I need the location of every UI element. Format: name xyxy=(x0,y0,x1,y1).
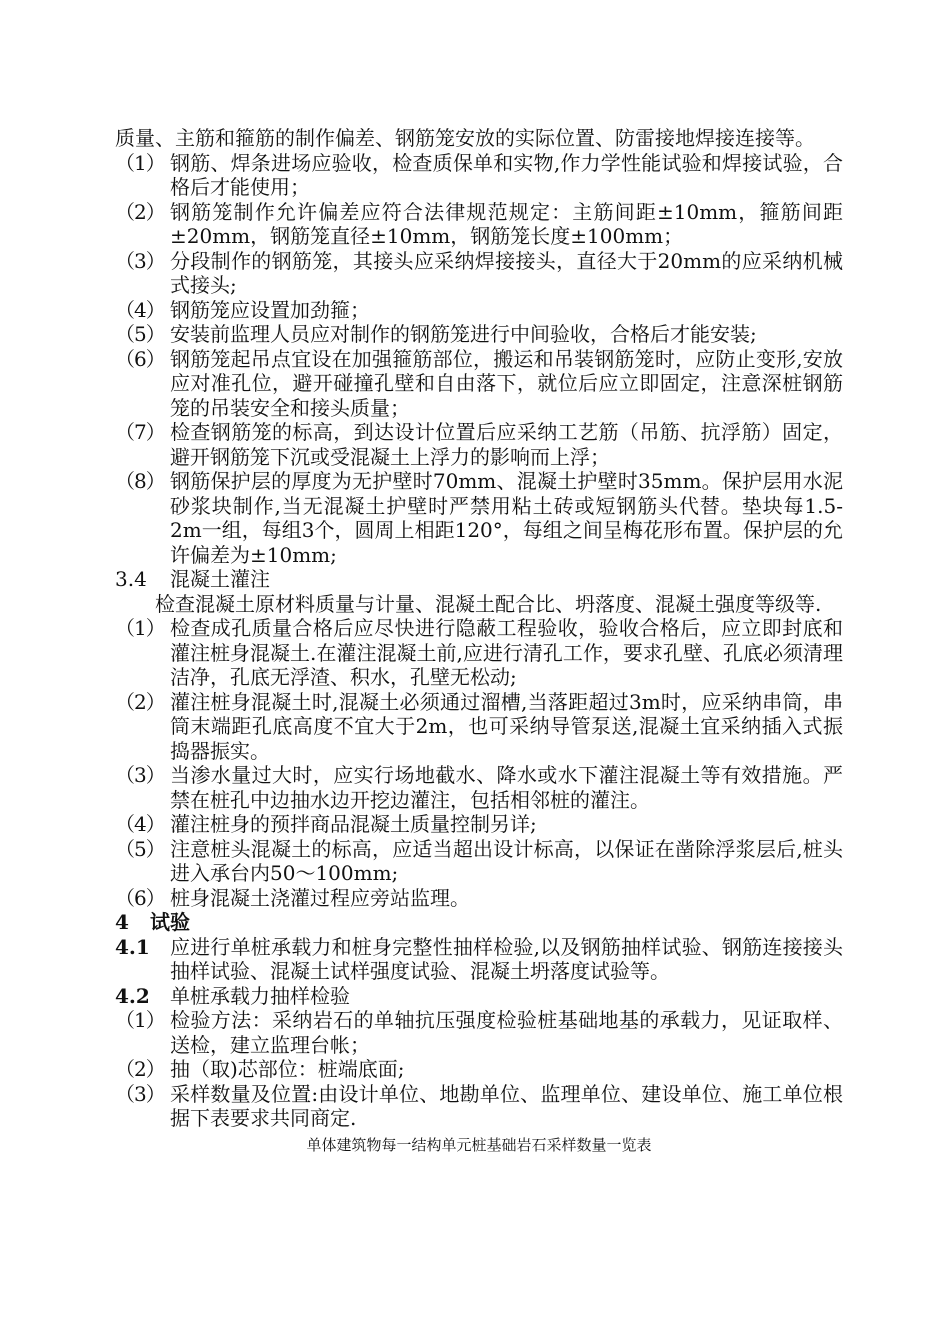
table-caption: 单体建筑物每一结构单元桩基础岩石采样数量一览表 xyxy=(306,1135,652,1154)
item-text: 钢筋笼起吊点宜设在加强箍筋部位，搬运和吊装钢筋笼时，应防止变形,安放应对准孔位，避开碰撞孔壁和自由落下，就位后应立即固定，注意深桩钢筋笼的吊装安全和接头质量； xyxy=(170,346,843,420)
list-item xyxy=(115,763,843,812)
item-number: （6） xyxy=(115,885,165,910)
section-heading-4-2 xyxy=(115,984,843,1009)
item-text: 抽（取)芯部位：桩端底面; xyxy=(170,1057,405,1081)
section-text: 应进行单桩承载力和桩身完整性抽样检验,以及钢筋抽样试验、钢筋连接接头抽样试验、混凝土试样强度试验、混凝土坍落度试验等。 xyxy=(170,934,843,983)
list-item xyxy=(115,469,843,567)
list-item xyxy=(115,886,843,911)
list-item xyxy=(115,690,843,764)
intro-paragraph: 质量、主筋和箍筋的制作偏差、钢筋笼安放的实际位置、防雷接地焊接连接等。 xyxy=(115,126,815,150)
item-text: 钢筋笼应设置加劲箍； xyxy=(170,297,370,322)
item-text: 灌注桩身的预拌商品混凝土质量控制另详; xyxy=(170,812,537,836)
item-number: （2） xyxy=(115,199,165,224)
rebar-list xyxy=(115,151,843,568)
item-text: 采样数量及位置:由设计单位、地勘单位、监理单位、建设单位、施工单位根据下表要求共同商定. xyxy=(170,1081,843,1130)
list-item xyxy=(115,837,843,886)
item-text: 灌注桩身混凝土时,混凝土必须通过溜槽,当落距超过3m时，应采纳串筒，串筒末端距孔底高度不宜大于2m，也可采纳导管泵送,混凝土宜采纳插入式振捣器振实。 xyxy=(170,689,843,763)
item-number: （5） xyxy=(115,836,165,861)
list-item xyxy=(115,347,843,421)
list-item xyxy=(115,298,843,323)
item-number: （1） xyxy=(115,1008,165,1032)
list-item xyxy=(115,420,843,469)
item-number: （1） xyxy=(115,150,165,175)
item-number: （8） xyxy=(115,469,165,493)
item-text: 分段制作的钢筋笼，其接头应采纳焊接接头，直径大于20mm的应采纳机械式接头; xyxy=(170,248,843,297)
item-text: 安装前监理人员应对制作的钢筋笼进行中间验收，合格后才能安装; xyxy=(170,322,757,346)
section-title: 试验 xyxy=(150,910,190,934)
list-item xyxy=(115,812,843,837)
item-text: 钢筋、焊条进场应验收，检查质保单和实物,作力学性能试验和焊接试验，合格后才能使用； xyxy=(170,150,843,199)
section-number: 4 xyxy=(115,910,129,934)
item-number: （6） xyxy=(115,346,165,371)
item-number: （2） xyxy=(115,689,165,714)
concrete-list xyxy=(115,616,843,910)
section-number: 4.2 xyxy=(115,983,150,1008)
document-page xyxy=(115,126,843,1155)
item-text: 桩身混凝土浇灌过程应旁站监理。 xyxy=(170,885,470,910)
section-4-1 xyxy=(115,935,843,984)
item-number: （3） xyxy=(115,248,165,273)
item-text: 当渗水量过大时，应实行场地截水、降水或水下灌注混凝土等有效措施。严禁在桩孔中边抽水边开挖边灌注，包括相邻桩的灌注。 xyxy=(170,763,843,812)
item-number: （3） xyxy=(115,763,165,787)
list-item xyxy=(115,1057,843,1082)
list-item xyxy=(115,1082,843,1131)
list-item xyxy=(115,1008,843,1057)
item-number: （3） xyxy=(115,1081,165,1106)
item-text: 检查成孔质量合格后应尽快进行隐蔽工程验收，验收合格后，应立即封底和灌注桩身混凝土.在灌注混凝土前,应进行清孔工作，要求孔壁、孔底必须清理洁净，孔底无浮渣、积水，孔壁无松动; xyxy=(170,616,843,689)
section-intro: 检查混凝土原材料质量与计量、混凝土配合比、坍落度、混凝土强度等级等. xyxy=(155,591,822,616)
section-number: 3.4 xyxy=(115,567,147,591)
item-text: 检验方法：采纳岩石的单轴抗压强度检验桩基础地基的承载力，见证取样、送检，建立监理台帐； xyxy=(170,1008,843,1057)
list-item xyxy=(115,322,843,347)
section-title: 混凝土灌注 xyxy=(170,567,270,591)
item-text: 检查钢筋笼的标高，到达设计位置后应采纳工艺筋（吊筋、抗浮筋）固定，避开钢筋笼下沉或受混凝土上浮力的影响而上浮； xyxy=(170,420,843,469)
test-list xyxy=(115,1008,843,1131)
section-number: 4.1 xyxy=(115,934,150,959)
item-number: （7） xyxy=(115,420,165,444)
item-text: 钢筋保护层的厚度为无护壁时70mm、混凝土护壁时35mm。保护层用水泥砂浆块制作,当无混凝土护壁时严禁用粘土砖或短钢筋头代替。垫块每1.5-2m一组，每组3个，圆周上相距120°，每组之间呈梅花形布置。保护层的允许偏差为±10mm; xyxy=(170,469,843,567)
list-item xyxy=(115,151,843,200)
list-item xyxy=(115,249,843,298)
item-number: （4） xyxy=(115,297,165,322)
item-text: 钢筋笼制作允许偏差应符合法律规范规定：主筋间距±10mm，箍筋间距±20mm，钢筋笼直径±10mm，钢筋笼长度±100mm； xyxy=(170,199,843,248)
list-item xyxy=(115,200,843,249)
item-number: （2） xyxy=(115,1057,165,1081)
section-title: 单桩承载力抽样检验 xyxy=(170,983,350,1008)
item-number: （1） xyxy=(115,616,165,640)
item-number: （4） xyxy=(115,812,165,836)
section-heading-3-4 xyxy=(115,567,843,592)
section-heading-4 xyxy=(115,910,843,935)
list-item xyxy=(115,616,843,690)
item-text: 注意桩头混凝土的标高，应适当超出设计标高，以保证在凿除浮浆层后,桩头进入承台内50～100mm; xyxy=(170,836,843,885)
item-number: （5） xyxy=(115,322,165,346)
